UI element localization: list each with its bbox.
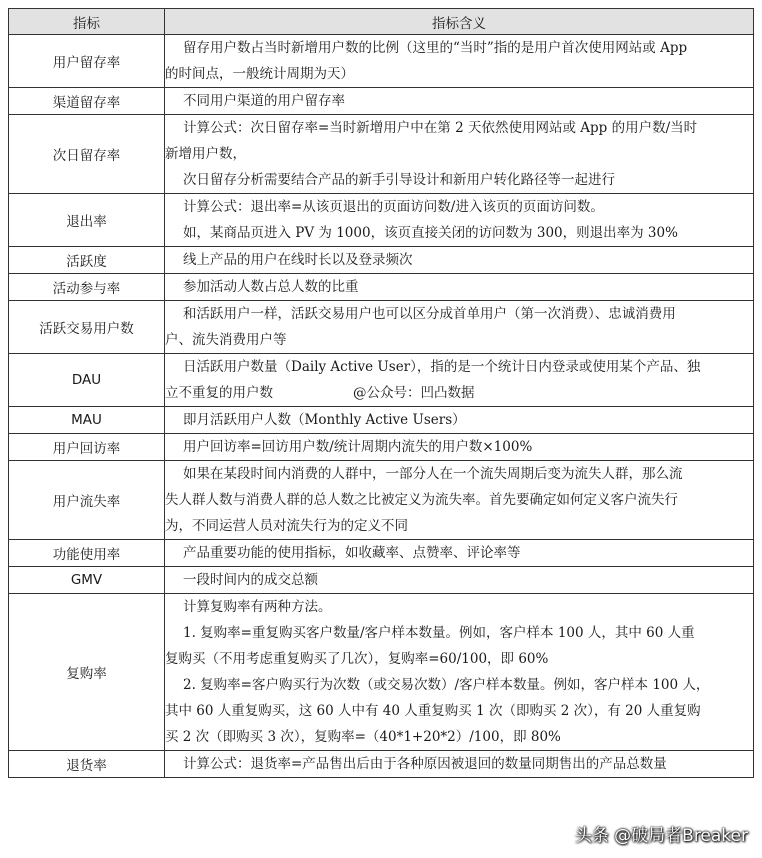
metric-meaning — [165, 354, 754, 407]
table-row — [9, 194, 754, 247]
meaning-line: 一段时间内的成交总额 — [183, 572, 318, 588]
metric-name: 次日留存率 — [9, 115, 165, 194]
meaning-line: 次日留存分析需要结合产品的新手引导设计和新用户转化路径等一起进行 — [183, 172, 615, 188]
table-row — [9, 434, 754, 461]
metric-meaning — [165, 194, 754, 247]
meaning-line: 如果在某段时间内消费的人群中，一部分人在一个流失周期后变为流失人群，那么流 — [183, 466, 683, 482]
table-row — [9, 247, 754, 274]
metric-meaning — [165, 567, 754, 594]
metric-name: 退货率 — [9, 751, 165, 778]
metrics-table — [8, 8, 754, 778]
meaning-line: 计算公式：退货率=产品售出后由于各种原因被退回的数量同期售出的产品总数量 — [183, 756, 667, 772]
metric-name: 渠道留存率 — [9, 88, 165, 115]
meaning-line: 失人群人数与消费人群的总人数之比被定义为流失率。首先要确定如何定义客户流失行 — [165, 492, 678, 508]
metric-name: 功能使用率 — [9, 540, 165, 567]
table-row — [9, 274, 754, 301]
meaning-line: 2. 复购率=客户购买行为次数（或交易次数）/客户样本数量。例如，客户样本 100 人， — [183, 677, 710, 693]
meaning-line: 为，不同运营人员对流失行为的定义不同 — [165, 518, 408, 534]
meaning-line: 产品重要功能的使用指标，如收藏率、点赞率、评论率等 — [183, 545, 521, 561]
meaning-line: 的时间点，一般统计周期为天） — [165, 66, 354, 82]
meaning-line — [165, 380, 753, 406]
metric-meaning — [165, 247, 754, 274]
meaning-line: 计算公式：退出率=从该页退出的页面访问数/进入该页的页面访问数。 — [183, 199, 604, 215]
table-row — [9, 567, 754, 594]
meaning-line: 日活跃用户数量（Daily Active User），指的是一个统计日内登录或使用某个产品、独 — [183, 359, 701, 375]
metric-meaning — [165, 594, 754, 751]
meaning-line: 复购买（不用考虑重复购买了几次），复购率=60/100，即 60% — [165, 651, 549, 667]
metric-meaning — [165, 434, 754, 461]
meaning-line-text: 立不重复的用户数 — [165, 385, 273, 401]
table-row — [9, 461, 754, 540]
metric-name: GMV — [9, 567, 165, 594]
metric-meaning — [165, 115, 754, 194]
meaning-line: 计算公式：次日留存率=当时新增用户中在第 2 天依然使用网站或 App 的用户数/当时 — [183, 120, 698, 136]
table-row — [9, 594, 754, 751]
table-row — [9, 88, 754, 115]
metric-name: 用户留存率 — [9, 35, 165, 88]
metrics-body — [9, 35, 754, 778]
header-meaning: 指标含义 — [165, 9, 754, 35]
watermark: 头条 @破局者Breaker — [574, 826, 748, 846]
meaning-line: 买 2 次（即购买 3 次），复购率=（40*1+20*2）/100，即 80% — [165, 729, 561, 745]
meaning-line: 参加活动人数占总人数的比重 — [183, 279, 359, 295]
header-row — [9, 9, 754, 35]
meaning-line: 用户回访率=回访用户数/统计周期内流失的用户数×100% — [183, 439, 533, 455]
metric-name: 复购率 — [9, 594, 165, 751]
metric-meaning — [165, 88, 754, 115]
meaning-line: 如，某商品页进入 PV 为 1000，该页直接关闭的访问数为 300，则退出率为 30% — [183, 225, 678, 241]
metric-meaning — [165, 301, 754, 354]
meaning-line: 线上产品的用户在线时长以及登录频次 — [183, 252, 413, 268]
meaning-line: 不同用户渠道的用户留存率 — [183, 93, 345, 109]
metric-meaning — [165, 540, 754, 567]
meaning-line: 即月活跃用户人数（Monthly Active Users） — [183, 412, 466, 428]
metric-name: MAU — [9, 407, 165, 434]
table-row — [9, 751, 754, 778]
table-row — [9, 301, 754, 354]
header-metric: 指标 — [9, 9, 165, 35]
table-row — [9, 407, 754, 434]
metric-meaning — [165, 274, 754, 301]
metric-name: 退出率 — [9, 194, 165, 247]
metric-name: DAU — [9, 354, 165, 407]
metric-name: 用户流失率 — [9, 461, 165, 540]
meaning-line: 留存用户数占当时新增用户数的比例（这里的“当时”指的是用户首次使用网站或 App — [183, 40, 688, 56]
table-row — [9, 354, 754, 407]
meaning-line: 和活跃用户一样，活跃交易用户也可以区分成首单用户（第一次消费）、忠诚消费用 — [183, 306, 676, 322]
meaning-line: 计算复购率有两种方法。 — [183, 599, 332, 615]
metric-name: 用户回访率 — [9, 434, 165, 461]
metric-name: 活动参与率 — [9, 274, 165, 301]
metric-meaning — [165, 751, 754, 778]
table-row — [9, 35, 754, 88]
table-row — [9, 115, 754, 194]
meaning-line: 新增用户数， — [165, 146, 246, 162]
meaning-line: 其中 60 人重复购买，这 60 人中有 40 人重复购买 1 次（即购买 2 次），有 20 人重复购 — [165, 703, 701, 719]
stamp-text: @公众号：凹凸数据 — [353, 385, 475, 401]
meaning-line: 户、流失消费用户等 — [165, 332, 287, 348]
table-row — [9, 540, 754, 567]
metric-name: 活跃度 — [9, 247, 165, 274]
metric-meaning — [165, 461, 754, 540]
meaning-line: 1. 复购率=重复购买客户数量/客户样本数量。例如，客户样本 100 人，其中 60 人重 — [183, 625, 695, 641]
metric-meaning — [165, 35, 754, 88]
metric-meaning — [165, 407, 754, 434]
metric-name: 活跃交易用户数 — [9, 301, 165, 354]
